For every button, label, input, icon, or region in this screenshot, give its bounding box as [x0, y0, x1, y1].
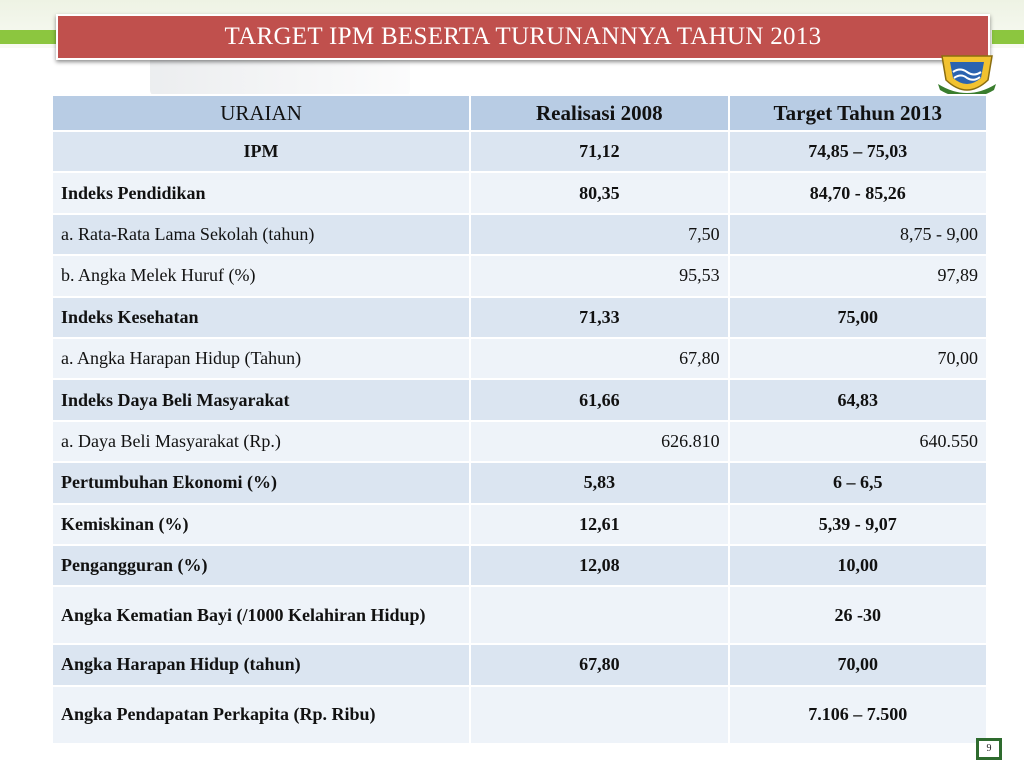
row-label: Pengangguran (%): [52, 545, 470, 586]
row-target: 64,83: [729, 379, 987, 420]
ipm-target-table: [51, 94, 988, 745]
header-uraian: URAIAN: [52, 95, 470, 131]
row-target: 5,39 - 9,07: [729, 504, 987, 545]
table-row: [52, 586, 987, 644]
row-label: a. Rata-Rata Lama Sekolah (tahun): [52, 214, 470, 255]
row-target: 97,89: [729, 255, 987, 296]
table-row: [52, 686, 987, 744]
row-realisasi: 67,80: [470, 338, 728, 379]
row-realisasi: [470, 686, 728, 744]
accent-bar-right: [992, 30, 1024, 44]
table-header-row: [52, 95, 987, 131]
table-row: [52, 255, 987, 296]
row-label: Indeks Daya Beli Masyarakat: [52, 379, 470, 420]
row-label: Angka Kematian Bayi (/1000 Kelahiran Hidup): [52, 586, 470, 644]
table-row: [52, 172, 987, 213]
row-target: 7.106 – 7.500: [729, 686, 987, 744]
row-target: 8,75 - 9,00: [729, 214, 987, 255]
row-target: 640.550: [729, 421, 987, 462]
table-row: [52, 644, 987, 685]
row-target: 84,70 - 85,26: [729, 172, 987, 213]
row-realisasi: 12,08: [470, 545, 728, 586]
header-realisasi: Realisasi 2008: [470, 95, 728, 131]
page-number: 9: [976, 738, 1002, 760]
row-target: 26 -30: [729, 586, 987, 644]
row-label: Pertumbuhan Ekonomi (%): [52, 462, 470, 503]
accent-bar-left: [0, 30, 58, 44]
row-realisasi: 71,33: [470, 297, 728, 338]
slide-title-box: [56, 14, 990, 60]
row-target: 70,00: [729, 338, 987, 379]
row-realisasi: 71,12: [470, 131, 728, 172]
row-label: b. Angka Melek Huruf (%): [52, 255, 470, 296]
row-realisasi: 80,35: [470, 172, 728, 213]
regional-emblem-icon: [936, 50, 998, 98]
table-row: [52, 214, 987, 255]
row-realisasi: 7,50: [470, 214, 728, 255]
row-label: Kemiskinan (%): [52, 504, 470, 545]
row-realisasi: 61,66: [470, 379, 728, 420]
row-realisasi: 67,80: [470, 644, 728, 685]
slide-title: TARGET IPM BESERTA TURUNANNYA TAHUN 2013: [224, 23, 822, 50]
row-target: 6 – 6,5: [729, 462, 987, 503]
table-row: [52, 379, 987, 420]
table-row: [52, 545, 987, 586]
row-label: IPM: [52, 131, 470, 172]
row-target: 10,00: [729, 545, 987, 586]
row-realisasi: 95,53: [470, 255, 728, 296]
row-realisasi: [470, 586, 728, 644]
table-row: [52, 421, 987, 462]
table-row: [52, 131, 987, 172]
row-realisasi: 626.810: [470, 421, 728, 462]
table-row: [52, 338, 987, 379]
row-target: 70,00: [729, 644, 987, 685]
row-label: Angka Pendapatan Perkapita (Rp. Ribu): [52, 686, 470, 744]
row-target: 74,85 – 75,03: [729, 131, 987, 172]
row-target: 75,00: [729, 297, 987, 338]
table-row: [52, 297, 987, 338]
row-label: Indeks Kesehatan: [52, 297, 470, 338]
row-realisasi: 12,61: [470, 504, 728, 545]
row-realisasi: 5,83: [470, 462, 728, 503]
table-row: [52, 504, 987, 545]
table-row: [52, 462, 987, 503]
row-label: a. Daya Beli Masyarakat (Rp.): [52, 421, 470, 462]
row-label: a. Angka Harapan Hidup (Tahun): [52, 338, 470, 379]
header-target: Target Tahun 2013: [729, 95, 987, 131]
row-label: Indeks Pendidikan: [52, 172, 470, 213]
row-label: Angka Harapan Hidup (tahun): [52, 644, 470, 685]
